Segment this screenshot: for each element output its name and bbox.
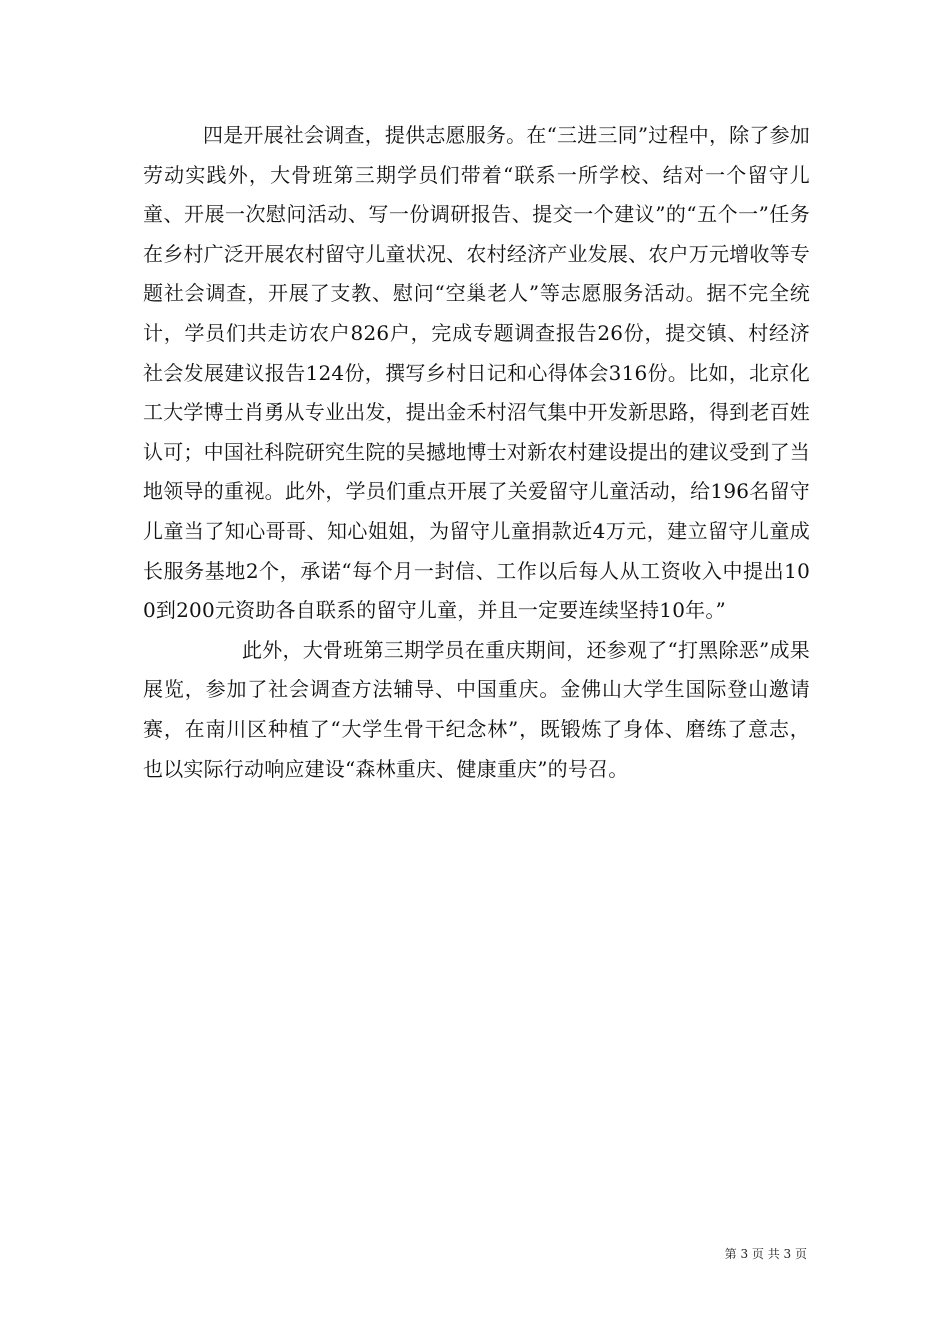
paragraph-social-survey: 四是开展社会调查，提供志愿服务。在“三进三同”过程中，除了参加劳动实践外，大骨班第三期学员们带着“联系一所学校、结对一个留守儿童、开展一次慰问活动、写一份调研报告、提交一个建议”的“五个一”任务在乡村广泛开展农村留守儿童状况、农村经济产业发展、农户万元增收等专题社会调查，开展了支教、慰问“空巢老人”等志愿服务活动。据不完全统计，学员们共走访农户826户，完成专题调查报告26份，提交镇、村经济社会发展建议报告124份，撰写乡村日记和心得体会316份。比如，北京化工大学博士肖勇从专业出发，提出金禾村沼气集中开发新思路，得到老百姓认可；中国社科院研究生院的吴撼地博士对新农村建设提出的建议受到了当地领导的重视。此外，学员们重点开展了关爱留守儿童活动，给196名留守儿童当了知心哥哥、知心姐姐，为留守儿童捐款近4万元，建立留守儿童成长服务基地2个，承诺“每个月一封信、工作以后每人从工资收入中提出100到200元资助各自联系的留守儿童，并且一定要连续坚持10年。”: [143, 123, 810, 623]
paragraph-chongqing-activities: 此外，大骨班第三期学员在重庆期间，还参观了“打黑除恶”成果展览，参加了社会调查方法辅导、中国重庆。金佛山大学生国际登山邀请赛，在南川区种植了“大学生骨干纪念林”，既锻炼了身体、磨练了意志，也以实际行动响应建设“森林重庆、健康重庆”的号召。: [143, 637, 810, 781]
page-number-footer: 第 3 页 共 3 页: [724, 1247, 807, 1261]
document-body: [143, 116, 810, 789]
